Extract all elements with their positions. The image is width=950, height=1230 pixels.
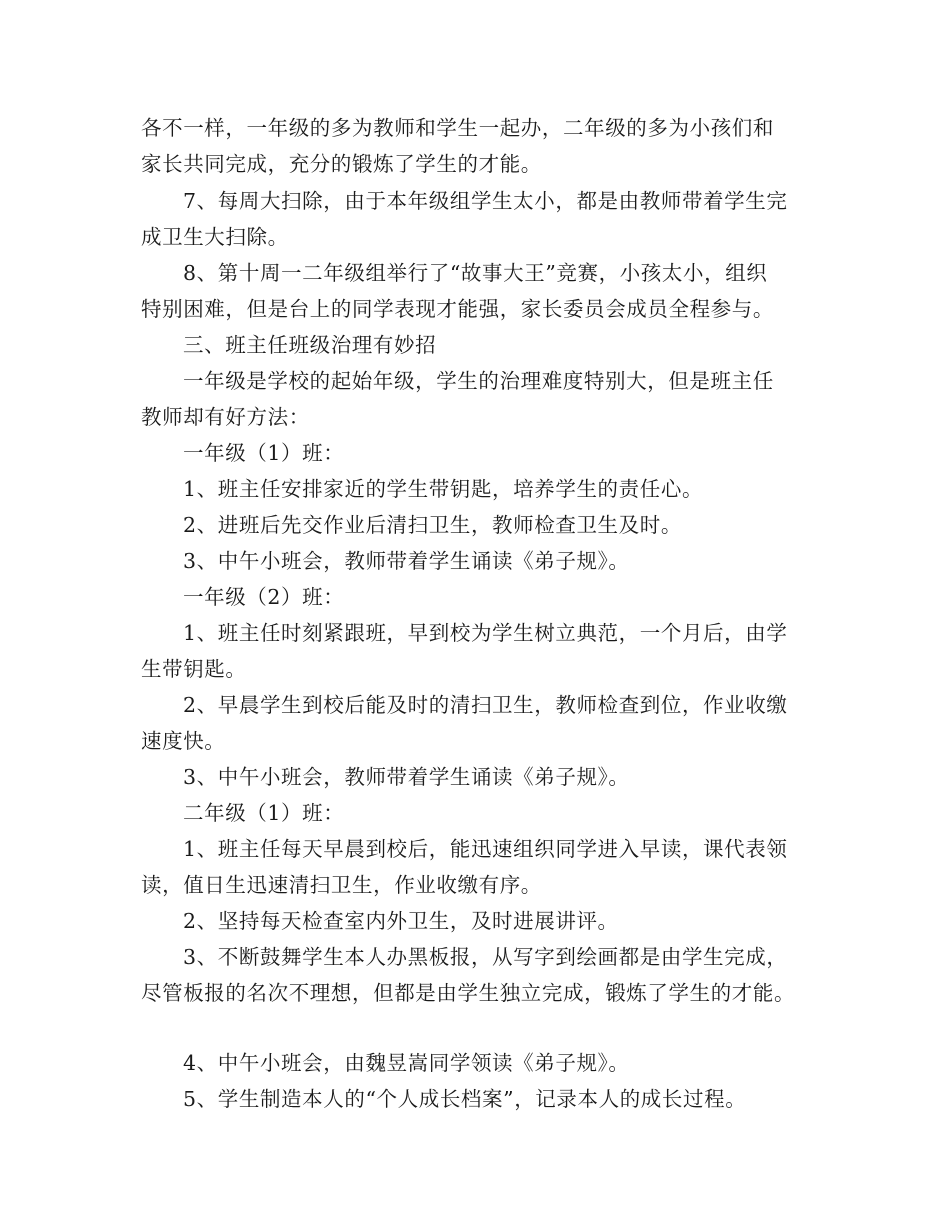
- class-heading: 一年级（1）班：: [183, 441, 345, 465]
- list-item: 5、学生制造本人的“个人成长档案”，记录本人的成长过程。: [183, 1087, 747, 1111]
- paragraph-line: 一年级是学校的起始年级，学生的治理难度特别大，但是班主任: [183, 369, 774, 393]
- class-heading: 二年级（1）班：: [183, 801, 345, 825]
- list-item-continuation: 读，值日生迅速清扫卫生，作业收缴有序。: [141, 873, 542, 897]
- list-item: 1、班主任时刻紧跟班，早到校为学生树立典范，一个月后，由学: [183, 621, 788, 645]
- paragraph-line: 7、每周大扫除，由于本年级组学生太小，都是由教师带着学生完: [183, 189, 788, 213]
- list-item: 3、中午小班会，教师带着学生诵读《弟子规》。: [183, 549, 630, 573]
- list-item-continuation: 尽管板报的名次不理想，但都是由学生独立完成，锻炼了学生的才能。: [141, 981, 796, 1005]
- list-item: 1、班主任安排家近的学生带钥匙，培养学生的责任心。: [183, 477, 704, 501]
- paragraph-line: 8、第十周一二年级组举行了“故事大王”竞赛，小孩太小，组织: [183, 261, 768, 285]
- list-item: 1、班主任每天早晨到校后，能迅速组织同学进入早读，课代表领: [183, 837, 788, 861]
- list-item: 2、进班后先交作业后清扫卫生，教师检查卫生及时。: [183, 513, 682, 537]
- paragraph-line: 教师却有好方法：: [141, 405, 310, 429]
- paragraph-line: 成卫生大扫除。: [141, 225, 289, 249]
- list-item: 2、早晨学生到校后能及时的清扫卫生，教师检查到位，作业收缴: [183, 693, 788, 717]
- list-item-continuation: 生带钥匙。: [141, 657, 247, 681]
- paragraph-line: 特别困难，但是台上的同学表现才能强，家长委员会成员全程参与。: [141, 297, 774, 321]
- list-item: 3、中午小班会，教师带着学生诵读《弟子规》。: [183, 765, 630, 789]
- section-heading: 三、班主任班级治理有妙招: [183, 333, 437, 357]
- list-item-continuation: 速度快。: [141, 729, 226, 753]
- class-heading: 一年级（2）班：: [183, 585, 345, 609]
- paragraph-line: 家长共同完成，充分的锻炼了学生的才能。: [141, 152, 542, 176]
- list-item: 3、不断鼓舞学生本人办黑板报，从写字到绘画都是由学生完成，: [183, 945, 788, 969]
- list-item: 4、中午小班会，由魏昱嵩同学领读《弟子规》。: [183, 1051, 630, 1075]
- list-item: 2、坚持每天检查室内外卫生，及时进展讲评。: [183, 909, 619, 933]
- paragraph-line: 各不一样，一年级的多为教师和学生一起办，二年级的多为小孩们和: [141, 116, 774, 140]
